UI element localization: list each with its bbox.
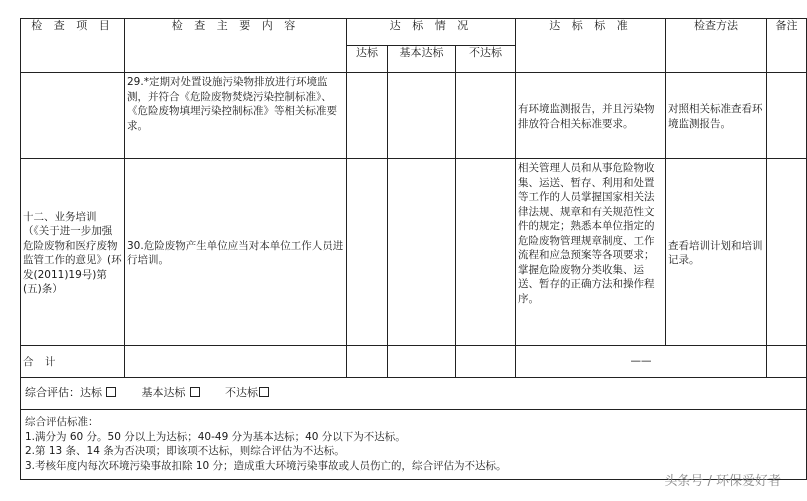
row30-fail-cell[interactable]	[456, 159, 516, 346]
criteria-block	[21, 410, 807, 480]
header-fail: 不达标	[456, 46, 516, 73]
inspection-table	[20, 18, 807, 480]
criteria-title: 综合评估标准：	[25, 416, 99, 428]
header-basic: 基本达标	[388, 46, 456, 73]
evaluation-fail-label: 不达标	[225, 386, 258, 400]
criteria-line-1: 1.满分为 60 分。50 分以上为达标；40-49 分为基本达标；40 分以下为不达标。	[25, 430, 406, 443]
header-content: 检 查 主 要 内 容	[125, 19, 347, 73]
header-status: 达 标 情 况	[347, 19, 516, 46]
row29-remark	[767, 73, 807, 159]
total-label: 合 计	[21, 346, 125, 378]
criteria-line-3: 3.考核年度内每次环境污染事故扣除 10 分；造成重大环境污染事故或人员伤亡的，综合评估为不达标。	[25, 459, 507, 472]
evaluation-row	[21, 378, 807, 410]
row29-content: 29.*定期对处置设施污染物排放进行环境监测，并符合《危险废物焚烧污染控制标准》、《危险废物填埋污染控制标准》等相关标准要求。	[125, 73, 347, 159]
header-item: 检 查 项 目	[21, 19, 125, 73]
total-row	[21, 346, 807, 378]
header-remark: 备注	[767, 19, 807, 73]
row29-fail-cell[interactable]	[456, 73, 516, 159]
criteria-line-2: 2.第 13 条、14 条为否决项；即该项不达标，则综合评估为不达标。	[25, 445, 345, 457]
evaluation-pass-checkbox[interactable]	[106, 387, 116, 397]
row30-basic-cell[interactable]	[388, 159, 456, 346]
row30-remark	[767, 159, 807, 346]
criteria-row	[21, 410, 807, 480]
header-standard: 达 标 标 准	[516, 19, 666, 73]
row30-standard: 相关管理人员和从事危险物收集、运送、暂存、利用和处置等工作的人员掌握国家相关法律法规、规章和有关规范性文件的规定；熟悉本单位指定的危险废物管理规章制度、工作流程和应急预案等各项要求；掌握危险废物分类收集、运送、暂存的正确方法和操作程序。	[516, 159, 666, 346]
table-row	[21, 159, 807, 346]
row30-method: 查看培训计划和培训记录。	[666, 159, 767, 346]
evaluation-line	[21, 378, 807, 410]
evaluation-basic-checkbox[interactable]	[190, 387, 200, 397]
row29-method: 对照相关标准查看环境监测报告。	[666, 73, 767, 159]
row29-basic-cell[interactable]	[388, 73, 456, 159]
row30-content: 30.危险废物产生单位应当对本单位工作人员进行培训。	[125, 159, 347, 346]
watermark: 头条号 / 环保爱好者	[664, 474, 781, 489]
row29-pass-cell[interactable]	[347, 73, 388, 159]
row29-item	[21, 73, 125, 159]
section12-item: 十二、业务培训（《关于进一步加强危险废物和医疗废物监管工作的意见》(环发(2011)19号)第(五)条）	[21, 159, 125, 346]
evaluation-fail-checkbox[interactable]	[259, 387, 269, 397]
evaluation-label: 综合评估：	[25, 386, 80, 400]
header-method: 检查方法	[666, 19, 767, 73]
row29-standard: 有环境监测报告，并且污染物排放符合相关标准要求。	[516, 73, 666, 159]
evaluation-pass-label: 达标	[80, 386, 102, 400]
header-pass: 达标	[347, 46, 388, 73]
evaluation-basic-label: 基本达标	[141, 386, 186, 400]
table-row	[21, 73, 807, 159]
row30-pass-cell[interactable]	[347, 159, 388, 346]
total-dash: ——	[516, 346, 767, 378]
